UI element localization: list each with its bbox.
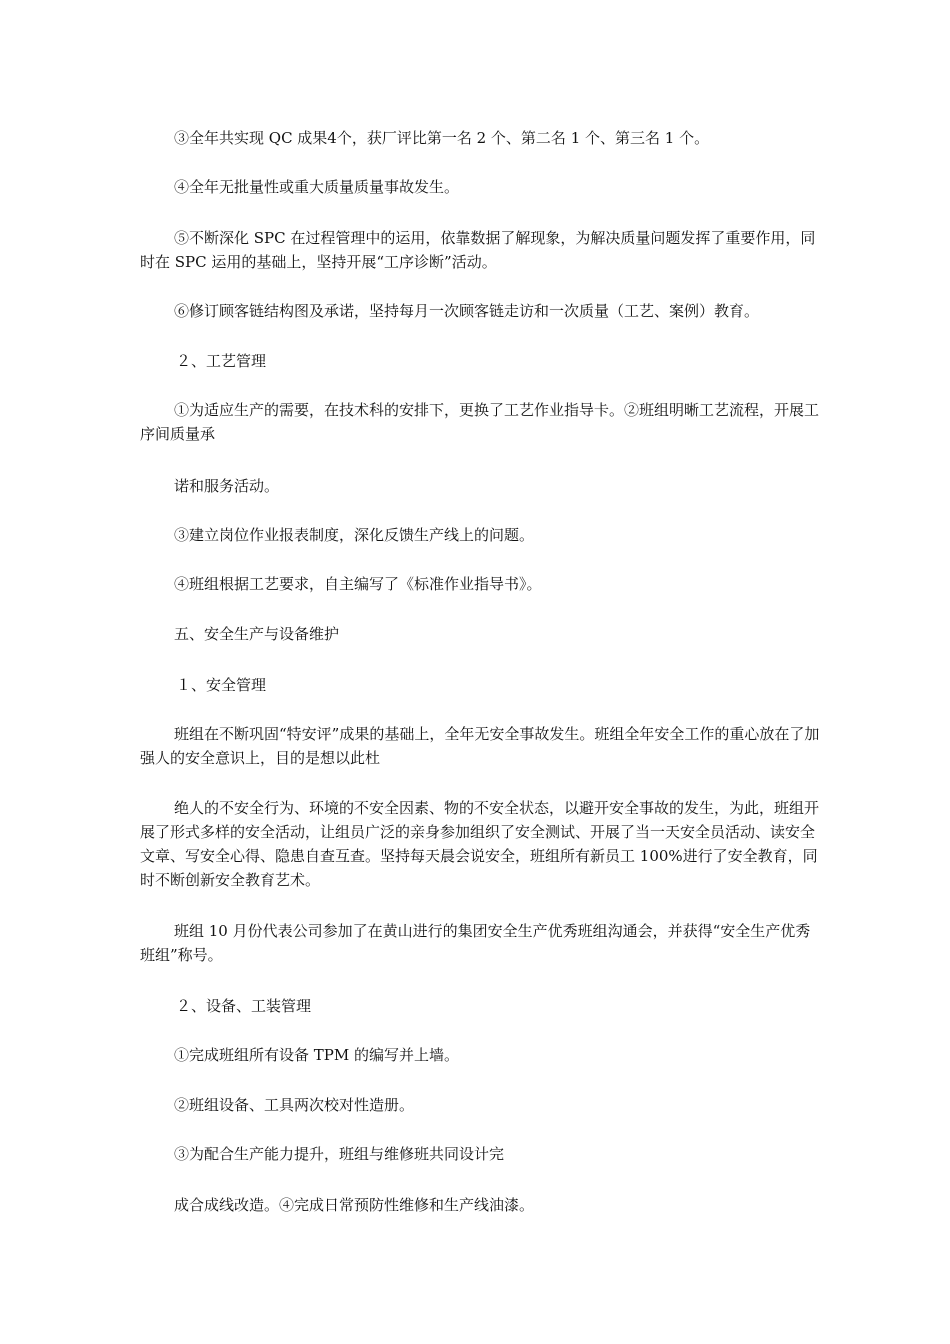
paragraph-capacity-design: ③为配合生产能力提升，班组与维修班共同设计完	[174, 1145, 505, 1163]
section-heading-safety-equipment: 五、安全生产与设备维护	[174, 625, 340, 643]
paragraph-standard-guide: ④班组根据工艺要求，自主编写了《标准作业指导书》。	[174, 575, 542, 593]
paragraph-safety-activities: 绝人的不安全行为、环境的不安全因素、物的不安全状态，以避开安全事故的发生，为此，班组开展了形式多样的安全活动，让组员广泛的亲身参加组织了安全测试、开展了当一天安全员活动、读安全文章、写安全心得、隐患自查互查。坚持每天晨会说安全，班组所有新员工 100%进行了安全教育，同时不断创新安全教育艺术。	[140, 799, 820, 889]
paragraph-service-activity: 诺和服务活动。	[174, 477, 280, 495]
section-heading-safety-management: １、安全管理	[176, 676, 267, 694]
paragraph-line-maintenance: 成合成线改造。④完成日常预防性维修和生产线油漆。	[174, 1196, 535, 1214]
paragraph-safety-overview: 班组在不断巩固“特安评”成果的基础上，全年无安全事故发生。班组全年安全工作的重心放在了加强人的安全意识上，目的是想以此杜	[140, 725, 820, 767]
paragraph-report-system: ③建立岗位作业报表制度，深化反馈生产线上的问题。	[174, 526, 535, 544]
section-heading-process-management: ２、工艺管理	[176, 352, 267, 370]
paragraph-process-card: ①为适应生产的需要，在技术科的安排下，更换了工艺作业指导卡。②班组明晰工艺流程，开展工序间质量承	[140, 401, 820, 443]
paragraph-customer-chain: ⑥修订顾客链结构图及承诺，坚持每月一次顾客链走访和一次质量（工艺、案例）教育。	[174, 302, 760, 320]
paragraph-safety-award: 班组 10 月份代表公司参加了在黄山进行的集团安全生产优秀班组沟通会，并获得“安全生产优秀班组”称号。	[140, 922, 811, 964]
section-heading-equipment-management: ２、设备、工装管理	[176, 997, 312, 1015]
paragraph-spc: ⑤不断深化 SPC 在过程管理中的运用，依靠数据了解现象，为解决质量问题发挥了重要作用，同时在 SPC 运用的基础上，坚持开展“工序诊断”活动。	[140, 229, 816, 271]
paragraph-tool-register: ②班组设备、工具两次校对性造册。	[174, 1096, 415, 1114]
paragraph-qc-results: ③全年共实现 QC 成果4个，获厂评比第一名 2 个、第二名 1 个、第三名 1 个。	[174, 129, 710, 147]
paragraph-tpm: ①完成班组所有设备 TPM 的编写并上墙。	[174, 1046, 459, 1064]
paragraph-no-quality-accident: ④全年无批量性或重大质量质量事故发生。	[174, 178, 460, 196]
